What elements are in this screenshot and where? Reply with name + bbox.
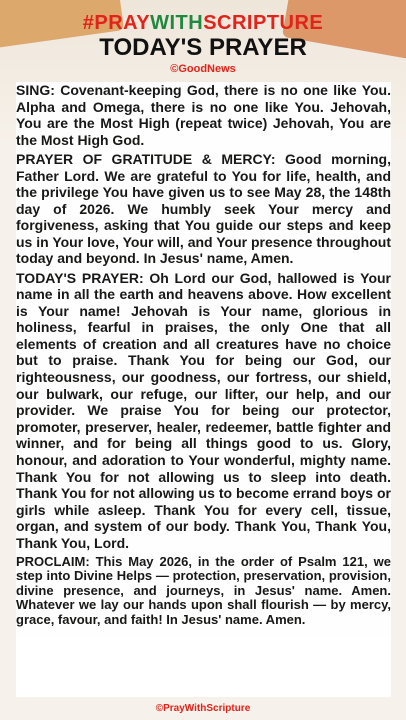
- hashtag-with: WITH: [150, 12, 204, 34]
- proclaim-section: PROCLAIM: This May 2026, in the order of Psalm 121, we step into Divine Helps — protection, preservation, provision, divine presence, and journeys, in Jesus' name. Amen. Whatever we lay our hands upon shall flourish — by mercy, grace, favour, and faith! In Jesus' name. Amen.: [16, 553, 391, 627]
- hashtag-scripture: SCRIPTURE: [203, 12, 324, 34]
- footer-handle: ©PrayWithScripture: [155, 703, 251, 714]
- hashtag-symbol: #: [82, 12, 95, 34]
- todays-prayer-section: TODAY'S PRAYER: Oh Lord our God, hallowed is Your name in all the earth and heavens above. How excellent is Your name! Jehovah is Your name, glorious in holiness, fearful in praises, the only One that all elements of creation and all creatures have no choice but to praise. Thank You for being our God, our righteousness, our goodness, our fortress, our shield, our bulwark, our refuge, our lifter, our help, and our provider. We praise You for being our protector, promoter, preserver, healer, redeemer, battle fighter and winner, and for being all things good to us. Glory, honour, and adoration to Your wonderful, mighty name. Thank You for not allowing us to sleep into death. Thank You for not allowing us to become errand boys or girls while asleep. Thank You for every cell, tissue, organ, and system of our body. Thank You, Thank You, Thank You, Lord.: [16, 269, 391, 551]
- prayer-content: [16, 82, 391, 697]
- header: [0, 12, 406, 75]
- page-title: TODAY'S PRAYER: [99, 34, 307, 61]
- hashtag-pray: PRAY: [94, 12, 151, 34]
- hashtag-title: [0, 12, 406, 34]
- source-handle: ©GoodNews: [170, 63, 236, 75]
- sing-section: SING: Covenant-keeping God, there is no one like You. Alpha and Omega, there is no one like You. Jehovah, You are the Most High (repeat twice) Jehovah, You are the Most High God.: [16, 82, 391, 148]
- gratitude-section: PRAYER OF GRATITUDE & MERCY: Good morning, Father Lord. We are grateful to You for life, health, and the privilege You have given us to see May 28, the 148th day of 2026. We humbly seek Your mercy and forgiveness, asking that You guide our steps and keep us in Your love, Your will, and Your presence throughout today and beyond. In Jesus' name, Amen.: [16, 151, 391, 266]
